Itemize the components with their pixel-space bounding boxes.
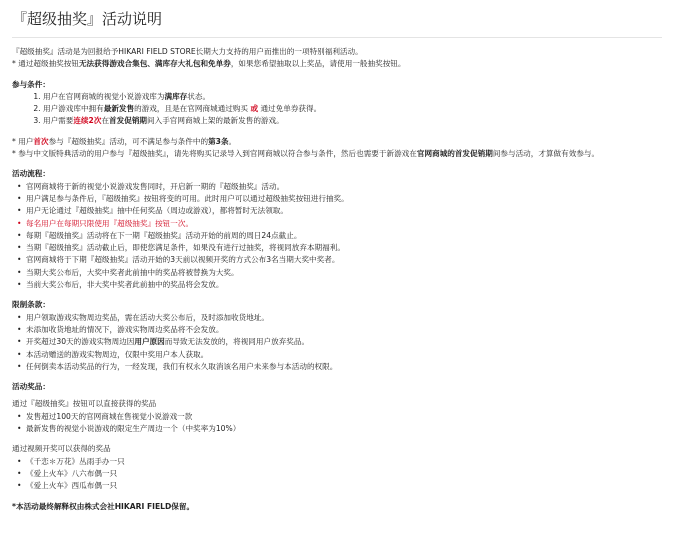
video-prizes-heading: 通过视频开奖可以获得的奖品 [12, 444, 111, 454]
prize-item: • 《千恋＊万花》丛雨手办一只 [26, 456, 662, 468]
conditions-note-chinese-edition: * 参与中文版特典活动的用户参与『超级抽奖』，请先将购买记录导入到官网商城以符合参与条件，然后也需要于新游戏在官网商城的首发促销期间参与活动，才算做有效参与。 [12, 149, 600, 159]
video-prizes-list [12, 456, 662, 493]
limit-item: • 未添加收货地址的情况下，游戏实物周边奖品将不会发放。 [26, 324, 662, 336]
conditions-list [12, 91, 662, 128]
prize-item: • 最新发售的视觉小说游戏的限定生产周边一个（中奖率为10%） [26, 423, 662, 435]
final-note: *本活动最终解释权由株式会社HIKARI FIELD保留。 [12, 501, 195, 511]
limit-item: • 本活动赠送的游戏实物周边，仅限中奖用户本人获取。 [26, 349, 662, 361]
condition-item: 3. 用户需要连续2次在首发促销期间入手官网商城上架的最新发售的游戏。 [43, 115, 662, 127]
conditions-note-first-time: * 用户首次参与『超级抽奖』活动，可不满足参与条件中的第3条。 [12, 136, 237, 146]
flow-title: 活动流程： [12, 169, 50, 179]
flow-item: • 当期『超级抽奖』活动截止后，即使您满足条件，如果没有进行过抽奖，将视同放弃本期福利。 [26, 242, 662, 254]
flow-item: • 当前大奖公布后，非大奖中奖者此前抽中的奖品将会发放。 [26, 279, 662, 291]
prize-item: • 《爱上火车》八六布偶一只 [26, 468, 662, 480]
intro-note: * 通过超级抽奖按钮无法获得游戏合集包、满库存大礼包和免单券，如果您希望抽取以上奖品，请使用一般抽奖按钮。 [12, 59, 406, 69]
direct-prizes-list [12, 411, 662, 436]
conditions-title: 参与条件： [12, 79, 50, 89]
limit-item: • 开奖超过30天的游戏实物周边因用户原因而导致无法发放的，将视同用户放弃奖品。 [26, 336, 662, 348]
flow-item: • 用户满足参与条件后，『超级抽奖』按钮将变的可用。此时用户可以通过超级抽奖按钮进行抽奖。 [26, 193, 662, 205]
flow-item: • 当期大奖公布后，大奖中奖者此前抽中的奖品将被替换为大奖。 [26, 267, 662, 279]
prize-item: • 《爱上火车》西瓜布偶一只 [26, 480, 662, 492]
limits-list [12, 312, 662, 373]
page-title: 『超级抽奖』活动说明 [12, 10, 163, 28]
flow-item: • 用户无论通过『超级抽奖』抽中任何奖品（周边或游戏），都将暂时无法领取。 [26, 205, 662, 217]
flow-list [12, 181, 662, 292]
limits-title: 限制条款： [12, 300, 50, 310]
flow-item-highlight: • 每名用户在每期只限使用『超级抽奖』按钮一次。 [26, 218, 662, 230]
title-divider [12, 37, 662, 38]
prizes-title: 活动奖品： [12, 382, 50, 392]
limit-item: • 任何倒卖本活动奖品的行为，一经发现，我们有权永久取消该名用户未来参与本活动的权限。 [26, 361, 662, 373]
flow-item: • 每期『超级抽奖』活动将在下一期『超级抽奖』活动开始的前周的周日24点截止。 [26, 230, 662, 242]
prize-item: • 发售超过100天的官网商城在售视觉小说游戏一款 [26, 411, 662, 423]
condition-item: 1. 用户在官网商城的视觉小说游戏库为满库存状态。 [43, 91, 662, 103]
flow-item: • 官网商城将于新的视觉小说游戏发售同时，开启新一期的『超级抽奖』活动。 [26, 181, 662, 193]
direct-prizes-heading: 通过『超级抽奖』按钮可以直接获得的奖品 [12, 399, 157, 409]
intro-text: 『超级抽奖』活动是为回报给予HIKARI FIELD STORE长期大力支持的用户而推出的一项特别福利活动。 [12, 47, 363, 56]
limit-item: • 用户领取游戏实物周边奖品，需在活动大奖公布后，及时添加收货地址。 [26, 312, 662, 324]
condition-item: 2. 用户游戏库中拥有最新发售的游戏，且是在官网商城通过购买 或 通过免单券获得。 [43, 103, 662, 115]
flow-item: • 官网商城将于下期『超级抽奖』活动开始的3天前以视频开奖的方式公布3名当期大奖中奖者。 [26, 254, 662, 266]
